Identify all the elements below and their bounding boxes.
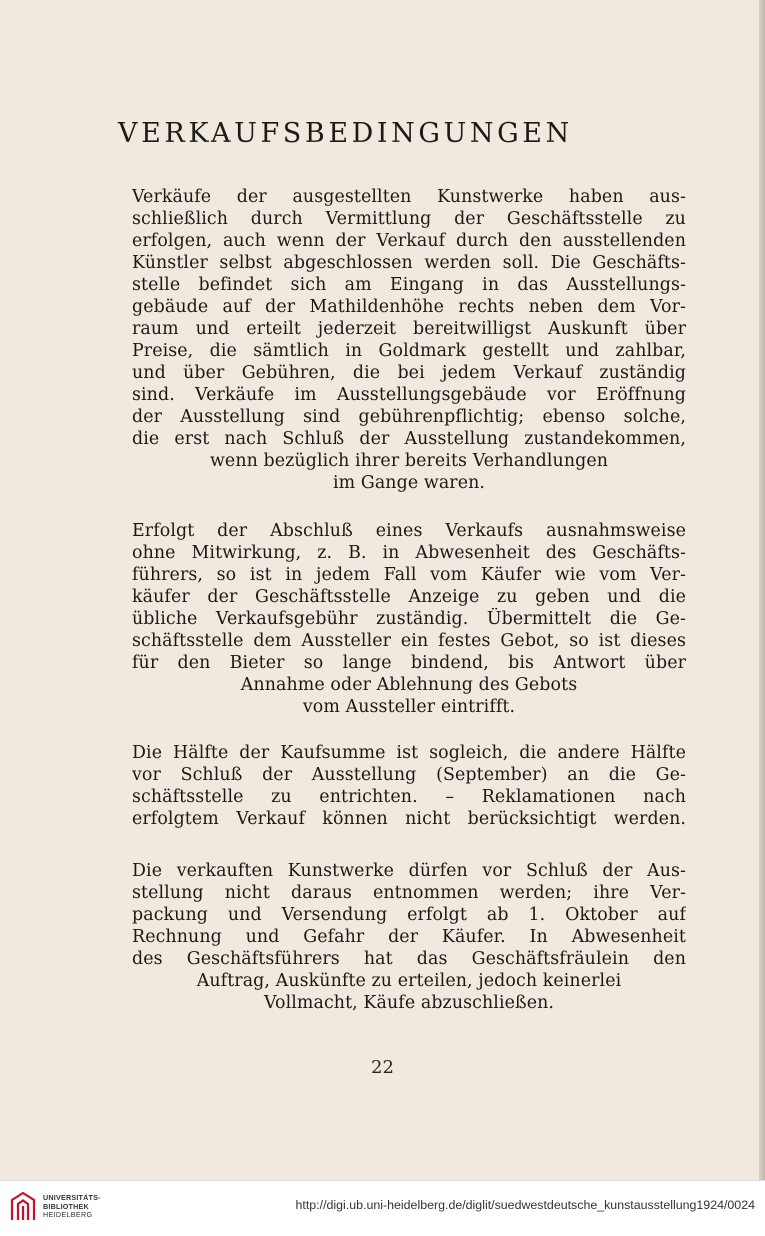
text-line: vom Aussteller eintrifft. xyxy=(302,697,516,717)
text-line: Vollmacht, Käufe abzuschließen. xyxy=(263,993,555,1013)
page-heading: VERKAUFSBEDINGUNGEN xyxy=(118,118,573,149)
paragraph-direct-sales xyxy=(132,520,686,718)
text-line: wenn bezüglich ihrer bereits Verhandlungen xyxy=(209,451,609,471)
text-line: Annahme oder Ablehnung des Gebots xyxy=(240,675,578,695)
text-line: der Ausstellung sind gebührenpflichtig; ebenso solche, xyxy=(132,407,686,427)
text-line: raum und erteilt jederzeit bereitwilligst Auskunft über xyxy=(132,319,686,339)
text-line: Auftrag, Auskünfte zu erteilen, jedoch keinerlei xyxy=(196,971,622,991)
text-line: stellung nicht daraus entnommen werden; ihre Ver- xyxy=(132,883,686,903)
paragraph-sales-procedure xyxy=(132,186,686,494)
text-line: Die Hälfte der Kaufsumme ist sogleich, die andere Hälfte xyxy=(132,743,686,763)
text-line: Erfolgt der Abschluß eines Verkaufs ausnahmsweise xyxy=(132,521,686,541)
text-line: schäftsstelle zu entrichten. – Reklamationen nach xyxy=(132,787,686,807)
text-line: packung und Versendung erfolgt ab 1. Oktober auf xyxy=(132,905,686,925)
text-line: käufer der Geschäftsstelle Anzeige zu geben und die xyxy=(132,587,686,607)
text-line: und über Gebühren, die bei jedem Verkauf zuständig xyxy=(132,363,686,383)
text-line: Verkäufe der ausgestellten Kunstwerke haben aus- xyxy=(132,187,686,207)
university-library-logo-icon xyxy=(8,1190,38,1222)
text-line: übliche Verkaufsgebühr zuständig. Übermittelt die Ge- xyxy=(132,609,686,629)
page-edge-shadow xyxy=(759,0,765,1180)
text-line: Die verkauften Kunstwerke dürfen vor Schluß der Aus- xyxy=(132,861,686,881)
text-line: schäftsstelle dem Aussteller ein festes Gebot, so ist dieses xyxy=(132,631,686,651)
page-number: 22 xyxy=(371,1057,394,1078)
text-line: sind. Verkäufe im Ausstellungsgebäude vor Eröffnung xyxy=(132,385,686,405)
paragraph-payment xyxy=(132,742,686,830)
text-line: gebäude auf der Mathildenhöhe rechts neben dem Vor- xyxy=(132,297,686,317)
library-name-line: UNIVERSITÄTS- xyxy=(43,1193,101,1202)
text-line: erfolgen, auch wenn der Verkauf durch den ausstellenden xyxy=(132,231,686,251)
paragraph-removal-shipping xyxy=(132,860,686,1014)
text-line: die erst nach Schluß der Ausstellung zustandekommen, xyxy=(132,429,686,449)
text-line: im Gange waren. xyxy=(332,473,486,493)
text-line: erfolgtem Verkauf können nicht berücksichtigt werden. xyxy=(132,809,686,829)
library-name-line: BIBLIOTHEK xyxy=(43,1201,89,1211)
text-line: für den Bieter so lange bindend, bis Antwort über xyxy=(132,653,686,673)
text-line: vor Schluß der Ausstellung (September) an die Ge- xyxy=(132,765,686,785)
source-url-link[interactable]: http://digi.ub.uni-heidelberg.de/diglit/suedwestdeutsche_kunstausstellung1924/0024 xyxy=(295,1198,755,1212)
text-line: Rechnung und Gefahr der Käufer. In Abwesenheit xyxy=(132,927,686,947)
library-name xyxy=(43,1194,101,1220)
text-line: Preise, die sämtlich in Goldmark gestellt und zahlbar, xyxy=(132,341,686,361)
library-footer xyxy=(0,1180,765,1236)
text-line: Künstler selbst abgeschlossen werden soll. Die Geschäfts- xyxy=(132,253,686,273)
text-line: schließlich durch Vermittlung der Geschäftsstelle zu xyxy=(132,209,686,229)
logo-shape xyxy=(12,1193,34,1220)
library-name-line: HEIDELBERG xyxy=(43,1210,93,1220)
text-line: führers, so ist in jedem Fall vom Käufer wie vom Ver- xyxy=(132,565,686,585)
text-line: ohne Mitwirkung, z. B. in Abwesenheit des Geschäfts- xyxy=(132,543,686,563)
text-line: stelle befindet sich am Eingang in das Ausstellungs- xyxy=(132,275,686,295)
text-line: des Geschäftsführers hat das Geschäftsfräulein den xyxy=(132,949,686,969)
